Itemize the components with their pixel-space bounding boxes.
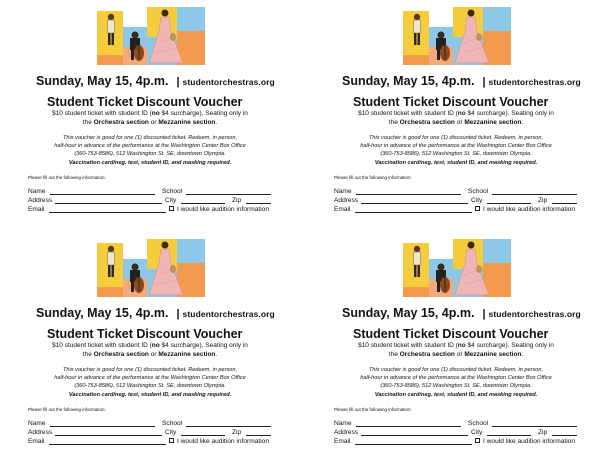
orchestra-section: Orchestra section <box>93 118 149 126</box>
policy-line: half-hour in advance of the performance at the Washington Center Box Office <box>360 143 552 150</box>
policy-line: This voucher is good for one (1) discounted ticket. Redeem, in person, <box>62 135 238 141</box>
voucher-top-right <box>306 0 600 232</box>
email-label: Email <box>28 206 45 213</box>
zip-field[interactable] <box>246 435 271 436</box>
concert-artwork <box>97 239 205 297</box>
event-website: studentorchestras.org <box>488 77 581 87</box>
audition-checkbox[interactable] <box>169 438 174 443</box>
event-dateline <box>36 305 286 322</box>
voucher-title: Student Ticket Discount Voucher <box>353 95 549 109</box>
audition-label: I would like audition information <box>177 438 269 445</box>
audition-label: I would like audition information <box>177 206 269 213</box>
terms-text: the <box>388 350 400 358</box>
school-label: School <box>468 420 489 427</box>
terms-emphasis: no <box>151 342 160 349</box>
form-row-name <box>28 419 278 428</box>
form-row-address <box>28 196 278 205</box>
terms-line-2 <box>25 351 275 360</box>
policy-line: (360-753-8586), 512 Washington St. SE, downtown Olympia. <box>74 383 226 390</box>
terms-text: the <box>388 118 400 126</box>
city-label: City <box>165 429 177 436</box>
terms-text: $10 student ticket with student ID ( <box>358 110 458 117</box>
school-label: School <box>162 188 183 195</box>
school-label: School <box>162 420 183 427</box>
city-label: City <box>471 429 483 436</box>
terms-text: $4 surcharge). Seating only in <box>159 110 248 117</box>
orchestra-section: Orchestra section <box>93 350 149 358</box>
terms-emphasis: no <box>457 110 466 117</box>
requirements-line: Vaccination card/neg. test, student ID, and masking required. <box>374 159 538 166</box>
form-instructions: Please fill out the following information: <box>334 175 412 180</box>
terms-text: $10 student ticket with student ID ( <box>358 342 458 349</box>
event-date: Sunday, May 15, 4p.m. <box>342 74 475 88</box>
form-instructions: Please fill out the following information: <box>28 407 106 412</box>
name-label: Name <box>334 188 352 195</box>
terms-line-1 <box>331 110 581 119</box>
policy-line: half-hour in advance of the performance at the Washington Center Box Office <box>360 375 552 382</box>
form-row-email <box>334 205 584 214</box>
terms-line-2 <box>25 119 275 128</box>
terms-text: or <box>148 118 159 126</box>
voucher-bottom-right <box>306 232 600 464</box>
redemption-policy <box>25 134 275 167</box>
separator: | <box>482 76 486 88</box>
city-field[interactable] <box>487 203 531 204</box>
concert-artwork <box>97 7 205 65</box>
orchestra-section: Orchestra section <box>399 118 455 126</box>
terms-text: . <box>215 350 218 358</box>
concert-artwork <box>403 239 511 297</box>
terms-text: $10 student ticket with student ID ( <box>52 110 152 117</box>
audition-checkbox[interactable] <box>475 438 480 443</box>
city-field[interactable] <box>181 203 225 204</box>
name-label: Name <box>334 420 352 427</box>
terms-text: or <box>454 118 465 126</box>
school-field[interactable] <box>492 194 577 195</box>
voucher-top-left <box>0 0 300 232</box>
zip-label: Zip <box>538 197 548 204</box>
school-field[interactable] <box>186 426 271 427</box>
terms-line-1 <box>25 110 275 119</box>
policy-line: This voucher is good for one (1) discounted ticket. Redeem, in person, <box>368 135 544 141</box>
separator: | <box>176 308 180 320</box>
terms-text: or <box>454 350 465 358</box>
ticket-terms <box>331 110 581 127</box>
event-dateline <box>342 305 592 322</box>
email-label: Email <box>28 438 45 445</box>
name-label: Name <box>28 420 46 427</box>
form-row-name <box>334 419 584 428</box>
concert-artwork <box>403 7 511 65</box>
address-field[interactable] <box>55 435 162 436</box>
terms-text: $4 surcharge). Seating only in <box>465 342 554 349</box>
ticket-terms <box>25 110 275 127</box>
requirements-line: Vaccination card/neg. test, student ID, and masking required. <box>68 391 232 398</box>
voucher-title: Student Ticket Discount Voucher <box>353 327 549 341</box>
policy-line: This voucher is good for one (1) discounted ticket. Redeem, in person, <box>368 367 544 373</box>
form-instructions: Please fill out the following information: <box>28 175 106 180</box>
form-row-address <box>334 196 584 205</box>
terms-text: . <box>521 350 524 358</box>
school-field[interactable] <box>492 426 577 427</box>
terms-text: the <box>82 350 94 358</box>
mezzanine-section: Mezzanine section <box>464 118 522 126</box>
event-dateline <box>342 73 592 90</box>
redemption-policy <box>331 134 581 167</box>
school-field[interactable] <box>186 194 271 195</box>
voucher-bottom-left <box>0 232 300 464</box>
form-row-name <box>334 187 584 196</box>
event-dateline <box>36 73 286 90</box>
requirements-line: Vaccination card/neg. test, student ID, and masking required. <box>374 391 538 398</box>
terms-text: . <box>215 118 218 126</box>
terms-text: $4 surcharge). Seating only in <box>465 110 554 117</box>
mezzanine-section: Mezzanine section <box>158 118 216 126</box>
event-date: Sunday, May 15, 4p.m. <box>36 306 169 320</box>
policy-line: This voucher is good for one (1) discounted ticket. Redeem, in person, <box>62 367 238 373</box>
orchestra-section: Orchestra section <box>399 350 455 358</box>
zip-label: Zip <box>232 197 242 204</box>
form-row-name <box>28 187 278 196</box>
voucher-title: Student Ticket Discount Voucher <box>47 327 243 341</box>
policy-line: (360-753-8586), 512 Washington St. SE, downtown Olympia. <box>74 151 226 158</box>
ticket-terms <box>25 342 275 359</box>
separator: | <box>176 76 180 88</box>
terms-text: or <box>148 350 159 358</box>
terms-line-1 <box>25 342 275 351</box>
terms-emphasis: no <box>457 342 466 349</box>
separator: | <box>482 308 486 320</box>
event-website: studentorchestras.org <box>182 309 275 319</box>
name-field[interactable] <box>50 426 155 427</box>
form-instructions: Please fill out the following information: <box>334 407 412 412</box>
redemption-policy <box>331 366 581 399</box>
mezzanine-section: Mezzanine section <box>158 350 216 358</box>
address-label: Address <box>28 197 53 204</box>
email-field[interactable] <box>355 212 472 213</box>
address-label: Address <box>28 429 53 436</box>
email-label: Email <box>334 438 351 445</box>
audition-checkbox[interactable] <box>475 206 480 211</box>
form-row-address <box>28 428 278 437</box>
terms-line-2 <box>331 119 581 128</box>
form-row-email <box>28 205 278 214</box>
ticket-terms <box>331 342 581 359</box>
audition-label: I would like audition information <box>483 438 575 445</box>
terms-text: $10 student ticket with student ID ( <box>52 342 152 349</box>
policy-line: half-hour in advance of the performance at the Washington Center Box Office <box>54 375 246 382</box>
audition-label: I would like audition information <box>483 206 575 213</box>
terms-line-1 <box>331 342 581 351</box>
zip-field[interactable] <box>552 203 577 204</box>
policy-line: (360-753-8586), 512 Washington St. SE, downtown Olympia. <box>380 151 532 158</box>
policy-line: (360-753-8586), 512 Washington St. SE, downtown Olympia. <box>380 383 532 390</box>
zip-field[interactable] <box>552 435 577 436</box>
form-row-email <box>334 437 584 446</box>
city-field[interactable] <box>487 435 531 436</box>
name-field[interactable] <box>50 194 155 195</box>
school-label: School <box>468 188 489 195</box>
address-field[interactable] <box>55 203 162 204</box>
city-label: City <box>165 197 177 204</box>
zip-field[interactable] <box>246 203 271 204</box>
voucher-title: Student Ticket Discount Voucher <box>47 95 243 109</box>
terms-text: the <box>82 118 94 126</box>
requirements-line: Vaccination card/neg. test, student ID, and masking required. <box>68 159 232 166</box>
address-field[interactable] <box>361 203 468 204</box>
redemption-policy <box>25 366 275 399</box>
terms-emphasis: no <box>151 110 160 117</box>
mezzanine-section: Mezzanine section <box>464 350 522 358</box>
address-label: Address <box>334 429 359 436</box>
form-row-address <box>334 428 584 437</box>
address-label: Address <box>334 197 359 204</box>
audition-checkbox[interactable] <box>169 206 174 211</box>
zip-label: Zip <box>538 429 548 436</box>
name-label: Name <box>28 188 46 195</box>
form-row-email <box>28 437 278 446</box>
terms-text: $4 surcharge). Seating only in <box>159 342 248 349</box>
zip-label: Zip <box>232 429 242 436</box>
city-field[interactable] <box>181 435 225 436</box>
email-field[interactable] <box>355 444 472 445</box>
policy-line: half-hour in advance of the performance at the Washington Center Box Office <box>54 143 246 150</box>
name-field[interactable] <box>356 426 461 427</box>
event-date: Sunday, May 15, 4p.m. <box>36 74 169 88</box>
terms-text: . <box>521 118 524 126</box>
email-field[interactable] <box>49 212 166 213</box>
terms-line-2 <box>331 351 581 360</box>
event-website: studentorchestras.org <box>488 309 581 319</box>
name-field[interactable] <box>356 194 461 195</box>
event-date: Sunday, May 15, 4p.m. <box>342 306 475 320</box>
event-website: studentorchestras.org <box>182 77 275 87</box>
email-field[interactable] <box>49 444 166 445</box>
city-label: City <box>471 197 483 204</box>
email-label: Email <box>334 206 351 213</box>
address-field[interactable] <box>361 435 468 436</box>
